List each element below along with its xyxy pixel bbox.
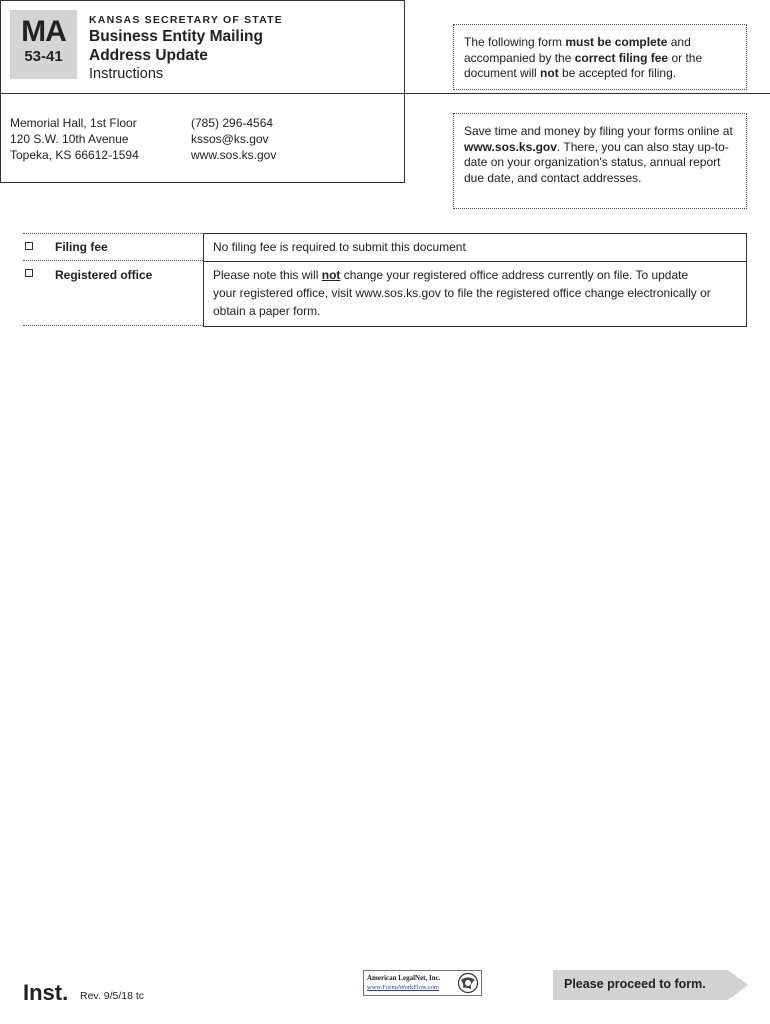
dotted-rule — [23, 325, 203, 326]
checklist-info-box — [203, 233, 747, 327]
notice-emphasis: correct filing fee — [574, 50, 669, 65]
filing-fee-label: Filing fee — [55, 240, 108, 254]
mailing-address — [10, 115, 139, 163]
registered-office-text-line2: your registered office, visit www.sos.ks.gov to file the registered office change electronically or — [213, 286, 711, 300]
badge-code: MA — [21, 15, 66, 48]
address-line1: Memorial Hall, 1st Floor — [10, 116, 137, 130]
website[interactable]: www.sos.ks.gov — [191, 148, 277, 162]
form-title-line2: Address Update — [89, 47, 208, 64]
form-subtitle: Instructions — [89, 66, 164, 82]
logo-name: American LegalNet, Inc. — [367, 974, 441, 982]
filing-fee-checkbox[interactable] — [25, 242, 33, 250]
info-divider — [204, 261, 746, 262]
notice-text: . There, you can also stay up-to-date on your organization's status, annual report due date, and contact addresses. — [464, 139, 729, 185]
notice-text: Save time and money by filing your forms online at — [464, 124, 733, 138]
phone: (785) 296-4564 — [191, 116, 274, 130]
address-line3: Topeka, KS 66612-1594 — [10, 148, 139, 162]
email[interactable]: kssos@ks.gov — [191, 132, 269, 146]
header-divider — [0, 93, 770, 94]
notice-online — [453, 113, 747, 209]
registered-office-text-part: change your registered office address currently on file. To update — [340, 268, 689, 282]
contact-info — [191, 115, 276, 163]
agency-name: KANSAS SECRETARY OF STATE — [89, 14, 283, 26]
registered-office-emphasis: not — [321, 268, 341, 282]
notice-text: and accompanied by the — [464, 35, 691, 65]
notice-text: or the document will — [464, 50, 703, 80]
registered-office-text-line3: obtain a paper form. — [213, 304, 321, 318]
filing-fee-text: No filing fee is required to submit this document — [213, 240, 466, 254]
registered-office-text — [213, 266, 711, 320]
form-badge — [10, 10, 77, 79]
inst-label: Inst. — [23, 980, 69, 1005]
form-title-line1: Business Entity Mailing — [89, 28, 263, 45]
notice-emphasis: must be complete — [565, 35, 668, 49]
notice-text: be accepted for filing. — [558, 66, 677, 80]
address-line2: 120 S.W. 10th Avenue — [10, 132, 129, 146]
notice-complete — [453, 24, 747, 90]
notice-emphasis: not — [540, 66, 559, 80]
registered-office-checkbox[interactable] — [25, 269, 33, 277]
proceed-label: Please proceed to form. — [564, 977, 706, 991]
dotted-rule — [23, 260, 203, 261]
logo-url[interactable]: www.FormsWorkFlow.com — [367, 984, 439, 991]
globe-icon — [457, 972, 479, 994]
registered-office-label: Registered office — [55, 268, 153, 282]
badge-number: 53-41 — [24, 48, 63, 65]
legalnet-logo — [363, 970, 482, 996]
proceed-button[interactable] — [553, 970, 748, 1000]
notice-text: The following form — [464, 35, 566, 49]
revision-label: Rev. 9/5/18 tc — [80, 990, 145, 1002]
dotted-rule — [23, 233, 203, 234]
notice-link[interactable]: www.sos.ks.gov — [464, 139, 557, 154]
registered-office-text-part: Please note this will — [213, 268, 322, 282]
header-box — [0, 0, 405, 183]
